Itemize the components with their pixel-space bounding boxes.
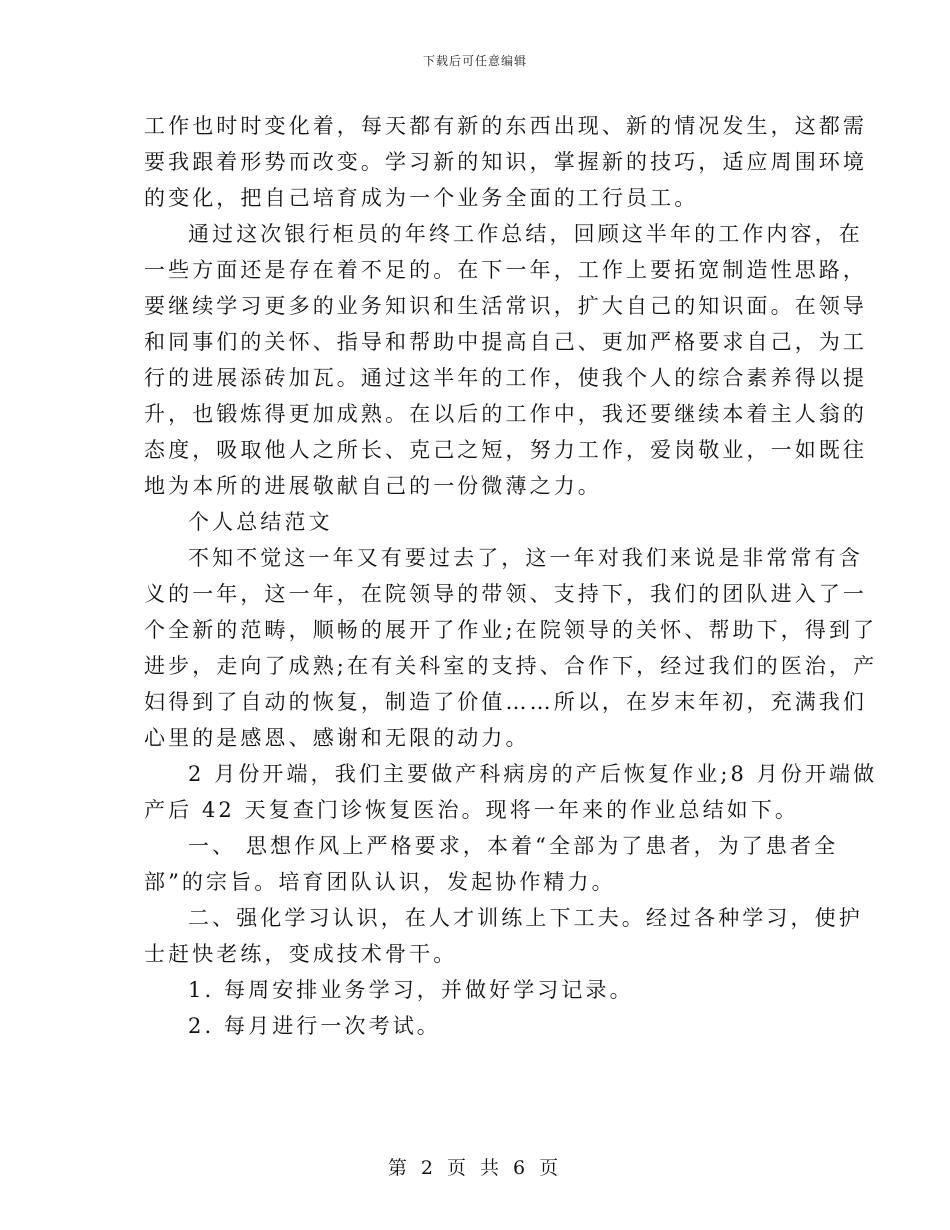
text-line: 心里的是感恩、感谢和无限的动力。 — [144, 726, 530, 750]
paragraph-3 — [144, 540, 878, 756]
paragraph-1 — [144, 108, 867, 216]
paragraph-4 — [144, 756, 878, 828]
text-line: 二、强化学习认识，在人才训练上下工夫。经过各种学习，使护 — [188, 906, 863, 930]
text-line: 产后 42 天复查门诊恢复医治。现将一年来的作业总结如下。 — [144, 798, 799, 822]
text-line: 升，也锻炼得更加成熟。在以后的工作中，我还要继续本着主人翁的 — [144, 402, 867, 426]
text-line: 和同事们的关怀、指导和帮助中提高自己、更加严格要求自己，为工 — [144, 330, 867, 354]
paragraph-6 — [144, 900, 863, 972]
text-line: 1. 每周安排业务学习，并做好学习记录。 — [188, 978, 634, 1002]
text-line: 行的进展添砖加瓦。通过这半年的工作，使我个人的综合素养得以提 — [144, 366, 867, 390]
text-line: 态度，吸取他人之所长、克己之短，努力工作，爱岗敬业，一如既往 — [144, 438, 867, 462]
document-body — [144, 108, 878, 1044]
list-item — [144, 1008, 804, 1044]
text-line: 部”的宗旨。培育团队认识，发起协作精力。 — [144, 870, 616, 894]
heading-text: 个人总结范文 — [188, 510, 333, 534]
text-line: 要继续学习更多的业务知识和生活常识，扩大自己的知识面。在领导 — [144, 294, 867, 318]
text-line: 2 月份开端，我们主要做产科病房的产后恢复作业;8 月份开端做 — [188, 762, 878, 786]
text-line: 地为本所的进展敬献自己的一份微薄之力。 — [144, 474, 602, 498]
page-header: 下载后可任意编辑 — [422, 54, 527, 68]
text-line: 一些方面还是存在着不足的。在下一年，工作上要拓宽制造性思路， — [144, 258, 867, 282]
text-line: 妇得到了自动的恢复，制造了价值……所以，在岁末年初，充满我们 — [144, 690, 867, 714]
page-footer: 第 2 页 共 6 页 — [387, 1157, 563, 1179]
text-line: 工作也时时变化着，每天都有新的东西出现、新的情况发生，这都需 — [144, 114, 867, 138]
text-line: 义的一年，这一年，在院领导的带领、支持下，我们的团队进入了一 — [144, 582, 867, 606]
text-line: 士赶快老练，变成技术骨干。 — [144, 942, 458, 966]
text-line: 一、 思想作风上严格要求，本着“全部为了患者，为了患者全 — [188, 834, 839, 858]
section-heading — [144, 504, 804, 540]
paragraph-2 — [144, 216, 867, 504]
text-line: 要我跟着形势而改变。学习新的知识，掌握新的技巧，适应周围环境 — [144, 150, 867, 174]
text-line: 通过这次银行柜员的年终工作总结，回顾这半年的工作内容，在 — [188, 222, 863, 246]
text-line: 的变化，把自己培育成为一个业务全面的工行员工。 — [144, 186, 699, 210]
text-line: 进步，走向了成熟;在有关科室的支持、合作下，经过我们的医治，产 — [144, 654, 878, 678]
list-item — [144, 972, 804, 1008]
text-line: 2. 每月进行一次考试。 — [188, 1014, 441, 1038]
paragraph-5 — [144, 828, 839, 900]
text-line: 个全新的范畴，顺畅的展开了作业;在院领导的关怀、帮助下，得到了 — [144, 618, 878, 642]
text-line: 不知不觉这一年又有要过去了，这一年对我们来说是非常常有含 — [188, 546, 863, 570]
